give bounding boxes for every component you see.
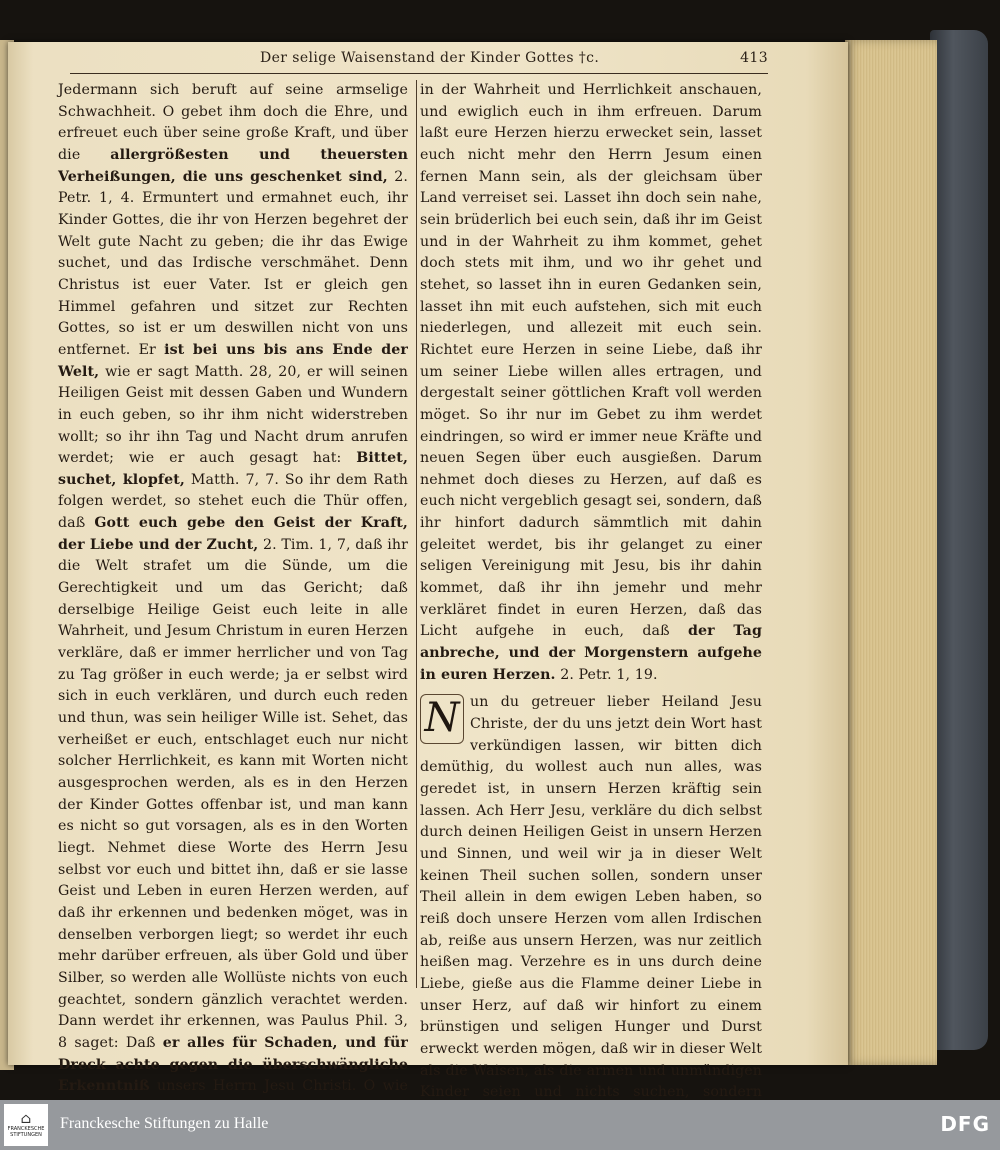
column-divider [416, 80, 417, 988]
left-column [58, 80, 408, 1100]
body-text: 2. Tim. 1, 7, daß ihr die Welt strafet um die Sünde, um die Gerechtigkeit und um das Gericht; daß derselbige Heilige Geist euch leite in alle Wahrheit, und Jesum Christum in euren Herzen verkläre, daß er immer herrlicher und von Tag zu Tag größer in euch werde; ja er selbst wird sich in euch verklären, und durch euch reden und thun, was sein heiliger Wille ist. Sehet, das verheißet er euch, entschlaget euch nur nicht solcher Herrlichkeit, es kann mit Worten nicht ausgesprochen werden, als es in den Herzen der Kinder Gottes offenbar ist, und man kann es nicht so gut vorsagen, als es in den Worten liegt. Nehmet diese Worte des Herrn Jesu selbst vor euch und bittet ihn, daß er sie lasse Geist und Leben in euren Herzen werden, auf daß ihr erkennen und bedenken möget, was in denselben verborgen liegt; so werdet ihr euch mehr darüber erfreuen, als über Gold und über Silber, so werden alle Wollüste nichts von euch geachtet, sondern gänzlich verachtet werden. Dann werdet ihr erkennen, was Paulus Phil. 3, 8 saget: Daß [58, 536, 408, 1051]
emphasized-text: Bittet, suchet, klopfet, [58, 450, 408, 488]
body-text: 2. Petr. 1, 4. Ermuntert und ermahnet euch, ihr Kinder Gottes, die ihr von Herzen begehret der Welt gute Nacht zu geben; die ihr das Ewige suchet, und das Irdische verschmähet. Denn Christus ist euer Vater. Ist er gleich gen Himmel gefahren und sitzet zur Rechten Gottes, so ist er um deswillen nicht von uns entfernet. Er [58, 168, 408, 358]
running-header [70, 48, 768, 70]
page-number: 413 [740, 50, 768, 66]
logo-text: FRANCKESCHE STIFTUNGEN [7, 1126, 45, 1138]
right-column [420, 80, 762, 1100]
institution-name[interactable]: Franckesche Stiftungen zu Halle [60, 1115, 269, 1132]
body-text: in der Wahrheit und Herrlichkeit anschauen, und ewiglich euch in ihm erfreuen. Darum laßt eure Herzen hierzu erwecket sein, lasset euch nicht mehr den Herrn Jesum einen fernen Mann sein, als der gleichsam über Land verreiset sei. Lasset ihn doch sein nahe, sein brüderlich bei euch sein, daß ihr im Geist und in der Wahrheit zu ihm kommet, gehet doch stets mit ihm, und wo ihr gehet und stehet, so lasset ihn in euren Gedanken sein, lasset ihn mit euch aufstehen, sich mit euch niederlegen, und allezeit mit euch sein. Richtet eure Herzen in seine Liebe, daß ihr um seiner Liebe willen alles ertragen, und dergestalt seiner göttlichen Kraft voll werden möget. So ihr nur im Gebet zu ihm werdet eindringen, so wird er immer neue Kräfte und neuen Segen über euch ausgießen. Darum nehmet doch dieses zu Herzen, auf daß es euch nicht vergeblich gesagt sei, sondern, daß ihr hinfort dadurch sämmtlich mit dahin geleitet werdet, bis ihr gelanget zu einer seligen Vereinigung mit Jesu, bis ihr dahin kommet, daß ihr ihn jemehr und mehr verkläret findet in euren Herzen, daß das Licht aufgehe in euch, daß [420, 82, 762, 640]
body-text: wie er sagt Matth. 28, 20, er will seinen Heiligen Geist mit dessen Gaben und Wundern in euch geben, so ihr ihm nicht widerstreben wollt; so ihr ihn Tag und Nacht drum anrufen werdet; wie er auch gesagt hat: [58, 363, 408, 467]
running-title: Der selige Waisenstand der Kinder Gottes †c. [260, 50, 600, 66]
prayer-section [420, 692, 762, 1100]
emphasized-text: ist bei uns bis ans Ende der Welt, [58, 341, 409, 380]
institution-logo[interactable] [4, 1104, 48, 1146]
prayer-text: un du getreuer lieber Heiland Jesu Christe, der du uns jetzt dein Wort hast verkündigen lassen, wir bitten dich demüthig, du wollest auch nun alles, was geredet ist, in unsern Herzen kräftig sein lassen. Ach Herr Jesu, verkläre du dich selbst durch deinen Heiligen Geist in unsern Herzen und Sinnen, und weil wir ja in dieser Welt keinen Theil suchen sollen, sondern unser Theil allein in dem ewigen Leben haben, so reiß doch unsere Herzen vom allen Irdischen ab, reiße aus unsern Herzen, was nur zeitlich heißen mag. Verzehre es in uns durch deine Liebe, gieße aus die Flamme deiner Liebe in unser Herz, auf daß wir hinfort zu einem brünstigen und seligen Hunger und Durst erweckt werden mögen, daß wir in dieser Welt als die Waisen, als die armen und unmündigen Kinder seien und nichts suchen, sondern [420, 694, 762, 1100]
page-edges [845, 40, 937, 1065]
building-icon: ⌂ [20, 1111, 32, 1127]
emphasized-text: er alles für Schaden, und für Dreck achte gegen die überschwängliche Erkenntniß [58, 1034, 408, 1095]
emphasized-text: der Tag anbreche, und der Morgenstern aufgehe in euren Herzen. [420, 623, 762, 683]
body-text: unsers Herrn Jesu Christi. O wie [157, 1078, 408, 1095]
emphasized-text: Gott euch gebe den Geist der Kraft, der Liebe und der Zucht, [58, 515, 408, 553]
emphasized-text: allergrößesten und theuersten Verheißungen, die uns geschenket sind, [58, 146, 408, 185]
left-column-text [58, 80, 408, 1100]
body-text: Jedermann sich beruft auf seine armselige Schwachheit. O gebet ihm doch die Ehre, und erfreuet euch über seine große Kraft, und über die [58, 82, 408, 163]
decorated-initial: N [420, 694, 464, 744]
book-cover [930, 30, 988, 1050]
header-rule [70, 73, 768, 74]
footer-bar [0, 1100, 1000, 1150]
body-text: 2. Petr. 1, 19. [555, 666, 658, 683]
body-text: Matth. 7, 7. So ihr dem Rath folgen werdet, so stehet euch die Thür offen, daß [58, 471, 408, 532]
dfg-logo[interactable]: DFG [940, 1112, 990, 1136]
right-column-text [420, 80, 762, 686]
